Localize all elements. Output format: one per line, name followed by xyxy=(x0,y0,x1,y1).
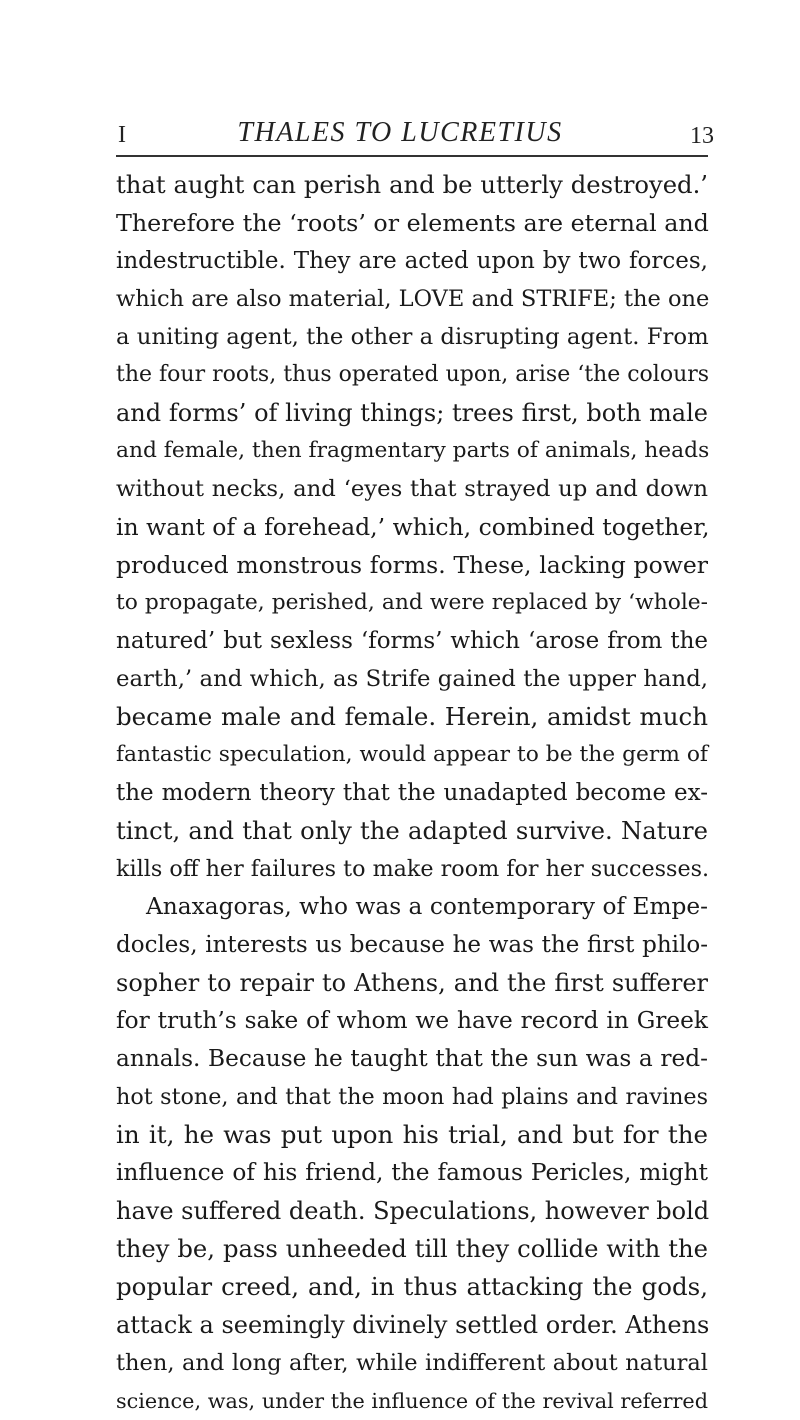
text-line: and forms’ of living things; trees first, both male xyxy=(116,399,708,427)
page-number: 13 xyxy=(690,123,714,149)
text-line: influence of his friend, the famous Pericles, might xyxy=(116,1159,708,1186)
text-line: have suffered death. Speculations, however bold xyxy=(116,1197,710,1225)
text-line: annals. Because he taught that the sun was a red- xyxy=(116,1045,708,1072)
running-title: THALES TO LUCRETIUS xyxy=(237,117,563,148)
running-header xyxy=(0,0,800,160)
text-line: that aught can perish and be utterly destroyed.’ xyxy=(116,170,708,199)
text-line: which are also material, LOVE and STRIFE; the one xyxy=(116,286,710,312)
text-line: fantastic speculation, would appear to be the germ of xyxy=(116,742,708,767)
text-line: became male and female. Herein, amidst much xyxy=(116,702,708,731)
text-line: the modern theory that the unadapted become ex- xyxy=(116,780,708,806)
text-line: kills off her failures to make room for her successes. xyxy=(116,856,710,882)
text-line: for truth’s sake of whom we have record in Greek xyxy=(116,1007,708,1034)
text-line: and female, then fragmentary parts of animals, heads xyxy=(116,438,710,463)
text-line: popular creed, and, in thus attacking the gods, xyxy=(116,1272,708,1301)
text-line: docles, interests us because he was the first philo- xyxy=(116,932,708,958)
text-line: natured’ but sexless ‘forms’ which ‘arose from the xyxy=(116,628,708,654)
text-line: a uniting agent, the other a disrupting agent. From xyxy=(116,324,709,350)
text-line: to propagate, perished, and were replaced by ‘whole- xyxy=(116,590,708,615)
header-rule xyxy=(116,155,708,157)
text-line: the four roots, thus operated upon, arise ‘the colours xyxy=(116,362,710,387)
text-line: in want of a forehead,’ which, combined together, xyxy=(116,513,710,541)
text-line: then, and long after, while indifferent about natural xyxy=(116,1350,708,1376)
text-line: sopher to repair to Athens, and the first sufferer xyxy=(116,969,708,997)
text-line: hot stone, and that the moon had plains and ravines xyxy=(116,1084,708,1110)
text-line: Anaxagoras, who was a contemporary of Empe- xyxy=(146,893,708,920)
text-line: attack a seemingly divinely settled order. Athens xyxy=(116,1311,710,1339)
text-line: without necks, and ‘eyes that strayed up and down xyxy=(116,476,708,502)
text-line: they be, pass unheeded till they collide with the xyxy=(116,1234,708,1263)
text-line: Therefore the ‘roots’ or elements are eternal and xyxy=(116,209,709,237)
text-line: tinct, and that only the adapted survive. Nature xyxy=(116,816,708,845)
text-line: in it, he was put upon his trial, and but for the xyxy=(116,1120,708,1149)
text-line: science, was, under the influence of the revival referred xyxy=(116,1389,708,1413)
body-text xyxy=(116,166,708,1420)
text-line: produced monstrous forms. These, lacking power xyxy=(116,551,708,579)
chapter-number: I xyxy=(118,122,126,148)
text-line: indestructible. They are acted upon by two forces, xyxy=(116,248,708,274)
text-line: earth,’ and which, as Strife gained the upper hand, xyxy=(116,666,708,692)
